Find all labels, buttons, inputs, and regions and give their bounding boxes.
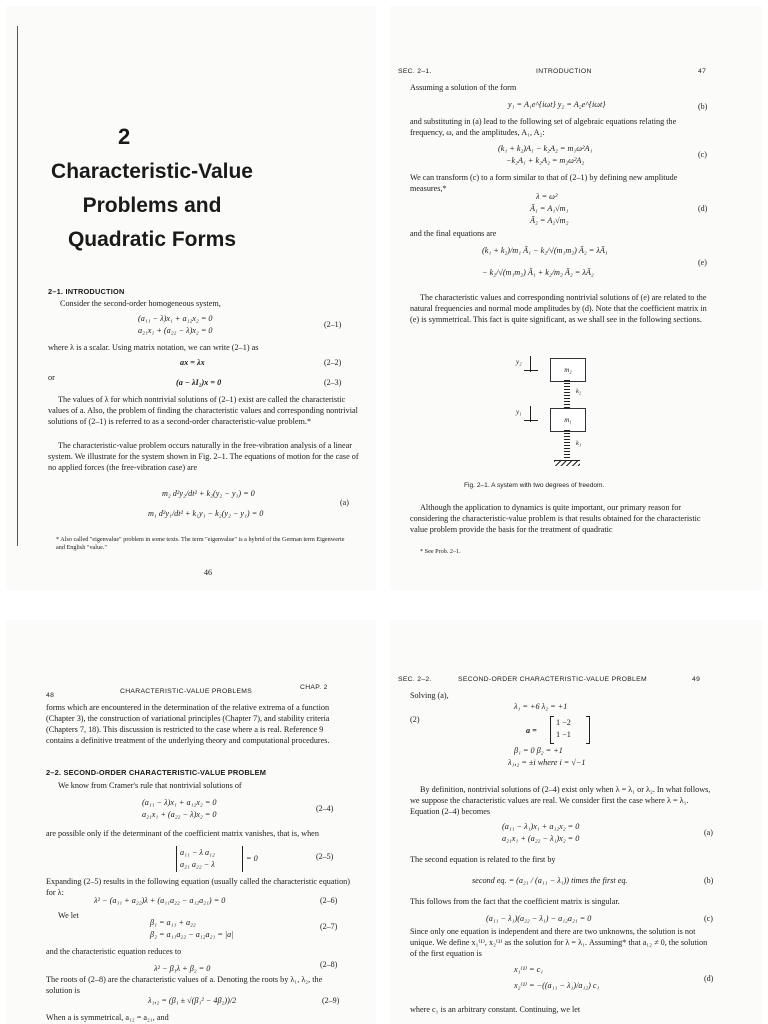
running-head-chapter: CHAP. 2 [300,684,328,691]
running-head-title: INTRODUCTION [536,68,592,75]
where-text: where λ is a scalar. Using matrix notation, we can write (2–1) as [48,343,259,352]
follows-text: This follows from the fact that the coefficient matrix is singular. [410,897,620,906]
equation-2-3: (a − λI₂)x = 0 [176,378,222,387]
running-head-section: SEC. 2–1. [398,68,432,75]
chapter-number: 2 [118,124,131,149]
chapter-title-line-1: Characteristic-Value [51,160,253,183]
equation-2-7-line-2: β₂ = a₁₁a₂₂ − a₁₂a₂₁ = |a| [150,930,234,939]
paragraph-definition: By definition, nontrivial solutions of (2–4) exist only when λ = λ₁ or λ₂. In what follows, we suppose the characteristic values are real. We consider first the case where λ = λ₁. Equation (2–4) becomes [410,785,711,816]
equation-2-1-line-2: a₂₁x₁ + (a₂₂ − λ)x₂ = 0 [138,326,213,335]
page-number: 46 [204,568,212,577]
equation-number: (2–1) [324,320,342,329]
equation-2-9: λ₁,₂ = (β₁ ± √(β₁² − 4β₂))/2 [148,996,237,1005]
matrix-bracket-right [586,716,590,744]
final-equations-text: and the final equations are [410,229,497,238]
equation-b: y₁ = A₁e^{iωt} y₂ = A₂e^{iωt} [508,100,606,109]
page-46 [6,6,376,590]
equation-number: (c) [698,150,707,159]
equation-2-4-line-1: (a₁₁ − λ)x₁ + a₁₂x₂ = 0 [142,798,217,807]
equation-a-line-1: m₂ d²y₂/dt² + k₂(y₂ − y₁) = 0 [162,489,255,498]
equation-d-line-2: Ā₁ = A₁√m₁ [530,204,569,213]
section-heading: 2–2. SECOND-ORDER CHARACTERISTIC-VALUE PROBLEM [46,768,267,777]
equation-number: (2–8) [320,960,338,969]
binding-line [17,26,18,546]
equation-number: (2–9) [322,996,340,1005]
chapter-title-line-3: Quadratic Forms [67,228,237,251]
section-heading: 2–1. INTRODUCTION [48,287,125,296]
equation-number: (e) [698,258,707,267]
matrix-row-2: 1 −1 [556,730,571,739]
running-head-title: SECOND-ORDER CHARACTERISTIC-VALUE PROBLEM [458,676,647,683]
paragraph-quadratic-forms: forms which are encountered in the determination of the relative extrema of a function (Chapter 3), the construction of variational principles (Chapter 7), and stability criteria (Chapters 7, 18). This discussion is restricted to the case where a is real. Reference 9 contains a definitive treatment of the underlying theory and computational procedures. [46,703,330,745]
equation-c: (a₁₁ − λ₁)(a₂₂ − λ₁) − a₁₂a₂₁ = 0 [486,914,592,923]
figure-caption: Fig. 2–1. A system with two degrees of freedom. [464,482,605,489]
equation-d-line-1: x₁⁽¹⁾ = c₁ [514,965,544,974]
matrix-bracket-left [550,716,554,744]
spring-k1 [564,430,570,460]
page-47 [390,6,762,590]
or-text: or [48,373,55,382]
page-49 [390,620,762,1024]
spring-k2 [564,380,570,408]
equation-number: (a) [340,498,349,507]
equation-number: (b) [704,876,714,885]
determinant-rhs: = 0 [246,854,258,863]
equation-c-line-1: (k₁ + k₂)A₁ − k₂A₂ = m₁ω²A₁ [498,144,593,153]
page-48 [6,620,376,1024]
equation-2-6: λ² − (a₁₁ + a₂₂)λ + (a₁₁a₂₂ − a₁₂a₂₁) = 0 [94,896,226,905]
imaginary-roots: λ₁,₂ = ±i where i = √−1 [508,758,586,767]
paragraph-application: Although the application to dynamics is quite important, our primary reason for considering the characteristic-value problem is that results obtained for the characteristic value problem provide the basis for the treatment of quadratic [410,503,701,534]
paragraph-characteristic-values: The values of λ for which nontrivial solutions of (2–1) exist are called the characteristic values of a. Also, the problem of finding the characteristic values and corresponding nontrivial solutions of (2–1) is referred to as a second-order characteristic-value problem.* [48,395,358,426]
equation-number: (d) [704,974,714,983]
footnote: * See Prob. 2–1. [420,548,461,555]
paragraph-free-vibration: The characteristic-value problem occurs naturally in the free-vibration analysis of a linear system. We illustrate for the system shown in Fig. 2–1. The equations of motion for the case of no applied forces (the free-vibration case) are [48,441,359,472]
running-head-page-number: 49 [692,676,701,683]
equation-number: (2–5) [316,852,334,861]
equation-number: (2–6) [320,896,338,905]
equation-a-line-2: a₂₁x₁ + (a₂₂ − λ₁)x₂ = 0 [502,834,580,843]
determinant-text: are possible only if the determinant of the coefficient matrix vanishes, that is, when [46,829,319,838]
equation-a-line-1: (a₁₁ − λ₁)x₁ + a₁₂x₂ = 0 [502,822,580,831]
solving-text: Solving (a), [410,691,449,700]
equation-number: (2–7) [320,922,338,931]
symmetric-text: When a is symmetrical, a₁₂ = a₂₁, and [46,1013,169,1022]
equation-d-line-1: λ = ω² [536,192,558,201]
determinant-row-1: a₁₁ − λ a₁₂ [180,848,215,857]
we-let-text: We let [58,911,79,920]
running-head-page-number: 48 [46,692,55,699]
roots-text: The roots of (2–8) are the characteristic values of a. Denoting the roots by λ₁, λ₂, the solution is [46,975,323,995]
equation-number: (a) [704,828,713,837]
mass-m2: m₂ [550,358,586,382]
equation-number: (b) [698,102,708,111]
assume-text: Assuming a solution of the form [410,83,517,92]
equation-2-8: λ² − β₁λ + β₂ = 0 [154,964,211,973]
substitution-text: and substituting in (a) lead to the following set of algebraic equations relating the frequency, ω, and the amplitudes, A₁, A₂: [410,117,677,137]
equation-number: (c) [704,914,713,923]
determinant-bar-left [176,846,177,872]
reduces-text: and the characteristic equation reduces to [46,947,182,956]
equation-number: (2–4) [316,804,334,813]
equation-number: (2–2) [324,358,342,367]
matrix-a-label: a = [526,726,537,735]
constant-text: where c₁ is an arbitrary constant. Continuing, we let [410,1005,581,1014]
mass-m1: m₁ [550,408,586,432]
equation-number: (2–3) [324,378,342,387]
equation-e-line-2: − k₂/√(m₁m₂) Ā₁ + k₂/m₂ Ā₂ = λĀ₂ [482,268,594,277]
example-label: (2) [410,715,420,724]
running-head-title: CHARACTERISTIC-VALUE PROBLEMS [120,688,253,695]
determinant-row-2: a₂₁ a₂₂ − λ [180,860,215,869]
figure-label-y2: y₂ [516,358,522,366]
equation-number: (d) [698,204,708,213]
displacement-tick [524,420,538,421]
equation-e-line-1: (k₁ + k₂)/m₁ Ā₁ − k₂/√(m₁m₂) Ā₂ = λĀ₁ [482,246,608,255]
equation-2-1-line-1: (a₁₁ − λ)x₁ + a₁₂x₂ = 0 [138,314,213,323]
figure-label-y1: y₁ [516,408,522,416]
cramer-text: We know from Cramer's rule that nontrivial solutions of [58,781,242,790]
beta-values: β₁ = 0 β₂ = +1 [514,746,563,755]
paragraph-symmetric-matrix: The characteristic values and corresponding nontrivial solutions of (e) are related to the natural frequencies and normal mode amplitudes by (d). Note that the coefficient matrix in (e) is symmetrical. This fact is quite significant, as we shall see in the following sections. [410,293,707,324]
equation-b: second eq. = (a₂₁ / (a₁₁ − λ₁)) times the first eq. [472,876,628,885]
running-head-section: SEC. 2–2. [398,676,432,683]
related-text: The second equation is related to the first by [410,855,556,864]
ground-support [554,460,580,466]
solution-roots: λ₁ = +6 λ₂ = +1 [514,702,568,711]
equation-a-line-2: m₁ d²y₁/dt² + k₁y₁ − k₂(y₂ − y₁) = 0 [148,509,264,518]
equation-2-7-line-1: β₁ = a₁₁ + a₂₂ [150,918,196,927]
expanding-text: Expanding (2–5) results in the following equation (usually called the characteristic equation) for λ: [46,877,350,897]
transform-text: We can transform (c) to a form similar to that of (2–1) by defining new amplitude measures,* [410,173,678,193]
matrix-row-1: 1 −2 [556,718,571,727]
intro-text: Consider the second-order homogeneous system, [60,299,221,308]
determinant-bar-right [242,846,243,872]
chapter-title-line-2: Problems and [82,194,222,217]
equation-c-line-2: −k₂A₁ + k₂A₂ = m₂ω²A₂ [506,156,585,165]
paragraph-solution: Since only one equation is independent and there are two unknowns, the solution is not unique. We define x₁⁽¹⁾, x₂⁽¹⁾ as the solution for λ = λ₁. Assuming* that a₁₂ ≠ 0, the solution of the first equation is [410,927,708,958]
footnote: * Also called "eigenvalue" problem in some texts. The term "eigenvalue" is a hybrid of the German term Eigenwerte and English "value." [56,536,345,551]
equation-2-4-line-2: a₂₁x₁ + (a₂₂ − λ)x₂ = 0 [142,810,217,819]
figure-label-k2: k₂ [576,388,582,395]
equation-d-line-3: Ā₂ = A₂√m₂ [530,216,569,225]
displacement-tick [524,370,538,371]
equation-2-2: ax = λx [180,358,205,367]
equation-d-line-2: x₂⁽¹⁾ = −((a₁₁ − λ₁)/a₁₂) c₁ [514,981,600,990]
figure-label-k1: k₁ [576,440,582,447]
running-head-page-number: 47 [698,68,707,75]
